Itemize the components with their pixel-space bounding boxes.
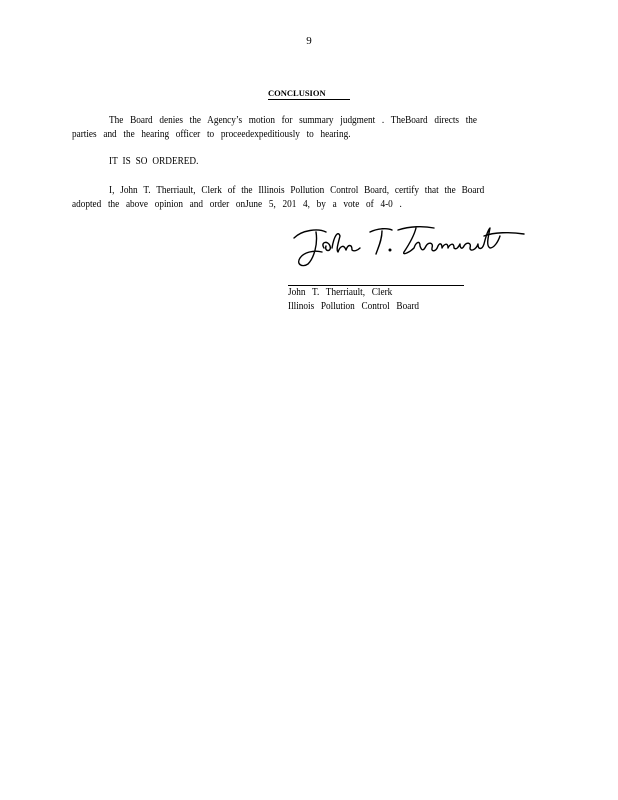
conclusion-paragraph-line-2: parties and the hearing officer to proceedexpeditiously to hearing. (72, 129, 351, 140)
certification-line-1: I, John T. Therriault, Clerk of the Illinois Pollution Control Board, certify that the Board (109, 185, 485, 196)
conclusion-heading: CONCLUSION (268, 88, 350, 100)
page-number: 9 (306, 35, 312, 47)
signatory-organization: Illinois Pollution Control Board (288, 301, 420, 312)
signatory-name-title: John T. Therriault, Clerk (288, 287, 393, 298)
certification-line-2: adopted the above opinion and order onJune 5, 201 4, by a vote of 4-0 . (72, 199, 402, 210)
handwritten-signature (288, 222, 528, 272)
conclusion-paragraph-line-1: The Board denies the Agency’s motion for summary judgment . TheBoard directs the (109, 115, 478, 126)
order-statement: IT IS SO ORDERED. (109, 156, 199, 167)
